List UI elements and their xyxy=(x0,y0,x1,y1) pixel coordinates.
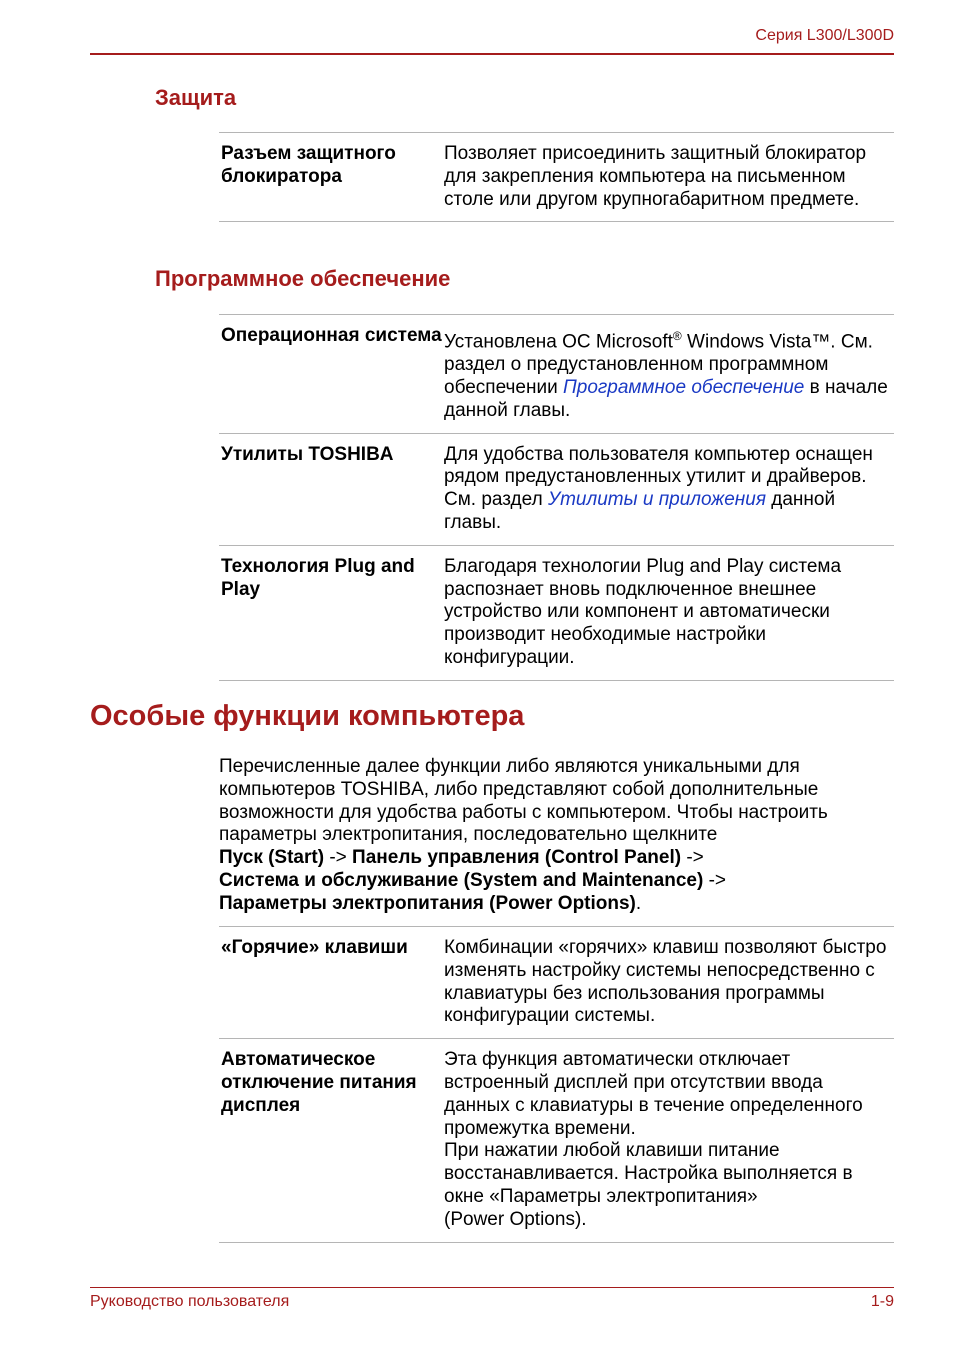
row-description: Благодаря технологии Plug and Play система распознает вновь подключенное внешнее устройство или компонент и автоматически производит необходимые настройки конфигурации. xyxy=(444,555,842,668)
table-row xyxy=(219,133,894,222)
row-description: Комбинации «горячих» клавиш позволяют быстро изменять настройку системы непосредственно с клавиатуры без использования программы конфигурации системы. xyxy=(444,937,887,1027)
period: . xyxy=(635,892,642,914)
intro-text: Перечисленные далее функции либо являются уникальными для компьютеров TOSHIBA, либо представляют собой дополнительные возможности для удобства работы с компьютером. Чтобы настроить параметры электропитания, последовательно щелкните xyxy=(219,756,828,846)
os-text-1: Установлена ОС Microsoft xyxy=(444,331,673,353)
utils-text-2: данной главы. xyxy=(444,489,836,533)
table-row xyxy=(219,315,894,434)
display-off-text-1: Эта функция автоматически отключает встроенный дисплей при отсутствии ввода данных с клавиатуры в течение определенного промежутка времени. xyxy=(444,1049,863,1139)
arrow: -> xyxy=(324,847,353,869)
footer-title: Руководство пользователя xyxy=(90,1293,290,1310)
display-off-text-3: (Power Options). xyxy=(444,1208,587,1230)
menu-control-panel: Панель управления (Control Panel) xyxy=(352,847,682,869)
security-table xyxy=(219,132,894,222)
row-description: Позволяет присоединить защитный блокиратор для закрепления компьютера на письменном столе или другом крупногабаритном предмете. xyxy=(444,143,867,210)
menu-start: Пуск (Start) xyxy=(219,847,325,869)
table-row xyxy=(219,434,894,546)
section-title-security: Защита xyxy=(155,85,237,110)
link-software[interactable]: Программное обеспечение xyxy=(563,376,805,398)
row-term: Технология Plug and Play xyxy=(221,555,415,600)
special-table xyxy=(219,926,894,1243)
menu-system: Система и обслуживание (System and Maintenance) xyxy=(219,869,704,891)
row-term: «Горячие» клавиши xyxy=(221,937,408,958)
row-term: Операционная система xyxy=(221,325,442,346)
row-term: Разъем защитного блокиратора xyxy=(221,143,396,187)
intro-paragraph xyxy=(219,756,894,916)
footer-divider xyxy=(90,1287,894,1288)
table-row xyxy=(219,927,894,1039)
menu-power-options: Параметры электропитания (Power Options) xyxy=(219,892,636,914)
page-number: 1-9 xyxy=(870,1293,894,1310)
arrow: -> xyxy=(681,847,704,869)
section-title-software: Программное обеспечение xyxy=(155,266,451,291)
row-description xyxy=(444,325,894,423)
registered-mark: ® xyxy=(672,329,682,343)
os-text-3: в начале данной главы. xyxy=(444,376,888,421)
table-row xyxy=(219,1039,894,1242)
section-title-special: Особые функции компьютера xyxy=(90,700,525,732)
os-text-2: Windows Vista™. См. раздел о предустановленном программном обеспечении xyxy=(444,331,873,398)
link-utilities[interactable]: Утилиты и приложения xyxy=(547,489,766,511)
table-row xyxy=(219,546,894,681)
header-series: Серия L300/L300D xyxy=(755,27,894,44)
row-description xyxy=(444,444,894,535)
row-term: Утилиты TOSHIBA xyxy=(221,443,394,465)
utils-text-1: Для удобства пользователя компьютер оснащен рядом предустановленных утилит и драйверов. См. раздел xyxy=(444,443,873,511)
software-table xyxy=(219,314,894,681)
header-divider xyxy=(90,53,894,55)
display-off-text-2: При нажатии любой клавиши питание восстанавливается. Настройка выполняется в окне «Параметры электропитания» xyxy=(444,1140,853,1207)
arrow: -> xyxy=(703,869,726,891)
row-term: Автоматическое отключение питания дисплея xyxy=(221,1049,417,1116)
row-description xyxy=(444,1049,894,1231)
